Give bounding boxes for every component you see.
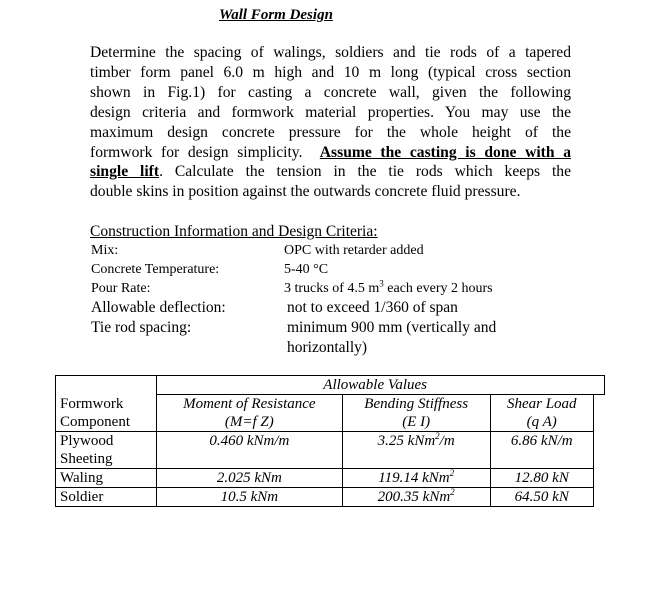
paragraph-line: design criteria and formwork material properties. You may use the bbox=[90, 103, 571, 121]
column-header-text: (M=f Z) bbox=[224, 414, 274, 430]
moment-cell: 0.460 kNm/m bbox=[157, 432, 343, 469]
paragraph-line: Determine the spacing of walings, soldiers and tie rods of a tapered bbox=[90, 44, 571, 61]
pour-rate-value bbox=[284, 279, 493, 298]
column-header-text: Formwork bbox=[60, 395, 124, 412]
stiffness-exponent: 2 bbox=[450, 487, 455, 497]
stiffness-value: 200.35 kNm bbox=[377, 489, 451, 505]
component-cell: Soldier bbox=[56, 488, 157, 507]
shear-cell: 12.80 kN bbox=[490, 469, 593, 488]
stiffness-cell bbox=[342, 432, 490, 469]
table-row bbox=[56, 432, 605, 469]
component-name: Sheeting bbox=[60, 451, 113, 467]
temperature-value: 5-40 °C bbox=[284, 262, 329, 277]
column-header-text: Bending Stiffness bbox=[364, 396, 469, 412]
column-header-text: (E I) bbox=[402, 414, 431, 430]
table-row bbox=[56, 488, 605, 507]
component-name: Plywood bbox=[60, 433, 114, 449]
column-header-text: Component bbox=[60, 413, 130, 430]
mix-label: Mix: bbox=[91, 243, 119, 258]
paragraph-line bbox=[90, 162, 571, 182]
stiffness-exponent: 2 bbox=[449, 468, 455, 478]
tie-rod-value: minimum 900 mm (vertically and bbox=[287, 319, 497, 336]
allowable-values-header: Allowable Values bbox=[157, 376, 594, 395]
moment-cell: 2.025 kNm bbox=[157, 469, 343, 488]
component-cell bbox=[56, 432, 157, 469]
pour-rate-text: each every 2 hours bbox=[383, 281, 493, 296]
column-header-stiffness bbox=[342, 395, 490, 432]
stiffness-cell bbox=[342, 469, 490, 488]
paragraph-line: double skins in position against the outwards concrete fluid pressure. bbox=[90, 183, 521, 201]
stiffness-value: 3.25 kNm bbox=[377, 433, 436, 449]
paragraph-line bbox=[90, 143, 571, 163]
pour-rate-label: Pour Rate: bbox=[91, 281, 151, 296]
document-title: Wall Form Design bbox=[219, 7, 333, 23]
stiffness-unit: /m bbox=[439, 433, 455, 449]
table-row bbox=[56, 469, 605, 488]
pour-rate-text: 3 trucks of 4.5 m bbox=[284, 281, 380, 296]
stiffness-exponent: 2 bbox=[435, 431, 440, 441]
column-header-text: Shear Load bbox=[506, 396, 577, 412]
stiffness-cell bbox=[342, 488, 490, 507]
table-header-row bbox=[56, 395, 605, 432]
column-header-text: Moment of Resistance bbox=[183, 396, 316, 412]
moment-cell: 10.5 kNm bbox=[157, 488, 343, 507]
shear-cell: 6.86 kN/m bbox=[490, 432, 593, 469]
paragraph-line: maximum design concrete pressure for the whole height of the bbox=[90, 123, 571, 141]
deflection-label: Allowable deflection: bbox=[91, 299, 226, 316]
table-corner-cell bbox=[56, 376, 157, 395]
paragraph-text: formwork for design simplicity. bbox=[90, 143, 303, 161]
component-cell: Waling bbox=[56, 469, 157, 488]
tie-rod-value-cont: horizontally) bbox=[287, 339, 368, 356]
construction-heading: Construction Information and Design Criteria: bbox=[90, 223, 378, 240]
allowable-values-table bbox=[55, 375, 605, 507]
column-header-component bbox=[56, 395, 157, 432]
shear-cell: 64.50 kN bbox=[490, 488, 593, 507]
column-header-text: (q A) bbox=[526, 414, 557, 430]
paragraph-text: . Calculate the tension in the tie rods which keeps the bbox=[159, 163, 571, 181]
paragraph-line: shown in Fig.1) for casting a concrete wall, given the following bbox=[90, 83, 571, 101]
pour-rate-exponent: 3 bbox=[379, 278, 384, 289]
temperature-label: Concrete Temperature: bbox=[91, 262, 220, 277]
emphasis-text: Assume the casting is done with a bbox=[319, 143, 571, 161]
table-header-filler bbox=[593, 376, 604, 395]
deflection-value: not to exceed 1/360 of span bbox=[287, 299, 458, 316]
tie-rod-label: Tie rod spacing: bbox=[91, 319, 192, 336]
mix-value: OPC with retarder added bbox=[284, 243, 424, 258]
paragraph-line: timber form panel 6.0 m high and 10 m long (typical cross section bbox=[90, 63, 571, 81]
column-header-shear bbox=[490, 395, 593, 432]
emphasis-text: single lift bbox=[90, 163, 160, 181]
stiffness-value: 119.14 kNm bbox=[378, 470, 450, 486]
column-header-moment bbox=[157, 395, 343, 432]
problem-statement bbox=[90, 43, 571, 202]
